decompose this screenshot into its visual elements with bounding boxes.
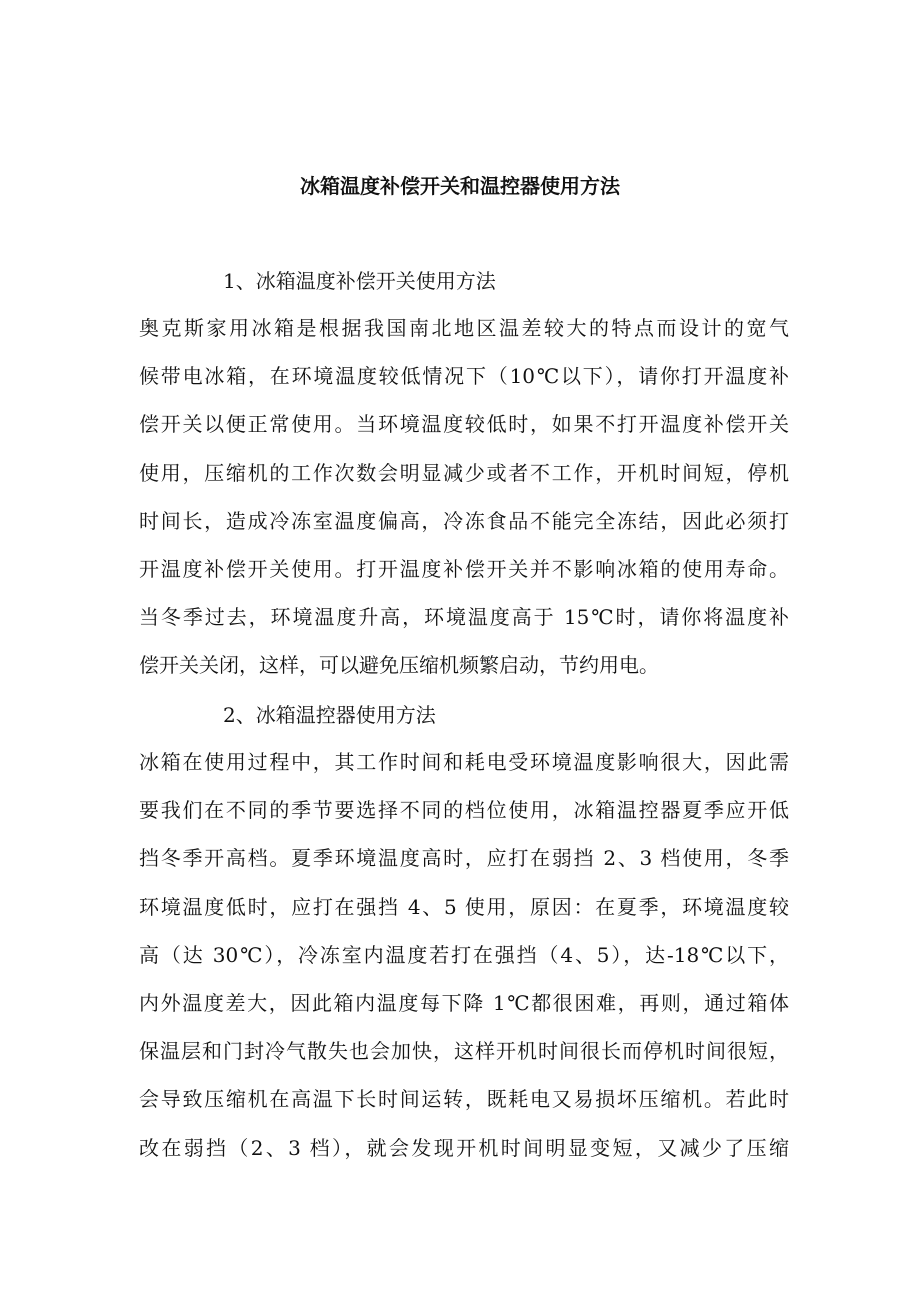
paragraph-line: 偿开关关闭，这样，可以避免压缩机频繁启动，节约用电。 <box>139 653 659 678</box>
paragraph-line: 内外温度差大，因此箱内温度每下降 1℃都很困难，再则，通过箱体 <box>139 991 789 1016</box>
paragraph-line: 挡冬季开高档。夏季环境温度高时，应打在弱挡 2、3 档使用，冬季 <box>139 846 789 871</box>
paragraph-line: 冰箱在使用过程中，其工作时间和耗电受环境温度影响很大，因此需 <box>139 750 789 774</box>
paragraph-line: 开温度补偿开关使用。打开温度补偿开关并不影响冰箱的使用寿命。 <box>139 557 789 582</box>
section-temperature-compensation <box>139 258 789 690</box>
section-heading: 2、冰箱温控器使用方法 <box>223 703 436 727</box>
paragraph-line: 时间长，造成冷冻室温度偏高，冷冻食品不能完全冻结，因此必须打 <box>139 508 789 533</box>
paragraph-line: 会导致压缩机在高温下长时间运转，既耗电又易损坏压缩机。若此时 <box>139 1087 789 1112</box>
section-heading: 1、冰箱温度补偿开关使用方法 <box>223 269 496 293</box>
paragraph-line: 偿开关以便正常使用。当环境温度较低时，如果不打开温度补偿开关 <box>139 412 789 437</box>
paragraph-line: 要我们在不同的季节要选择不同的档位使用，冰箱温控器夏季应开低 <box>139 798 789 823</box>
document-title: 冰箱温度补偿开关和温控器使用方法 <box>300 174 620 198</box>
paragraph-line: 环境温度低时，应打在强挡 4、5 使用，原因：在夏季，环境温度较 <box>139 894 789 919</box>
paragraph-line: 奥克斯家用冰箱是根据我国南北地区温差较大的特点而设计的宽气 <box>139 316 789 340</box>
paragraph-line: 高（达 30℃），冷冻室内温度若打在强挡（4、5），达-18℃以下， <box>139 942 789 967</box>
paragraph-line: 使用，压缩机的工作次数会明显减少或者不工作，开机时间短，停机 <box>139 460 789 485</box>
paragraph-line: 当冬季过去，环境温度升高，环境温度高于 15℃时，请你将温度补 <box>139 605 789 630</box>
paragraph-line: 保温层和门封冷气散失也会加快，这样开机时间很长而停机时间很短， <box>139 1039 789 1064</box>
paragraph-line: 改在弱挡（2、3 档），就会发现开机时间明显变短，又减少了压缩 <box>139 1135 789 1160</box>
paragraph-line: 候带电冰箱，在环境温度较低情况下（10℃以下），请你打开温度补 <box>139 364 789 389</box>
section-thermostat <box>139 692 789 1172</box>
